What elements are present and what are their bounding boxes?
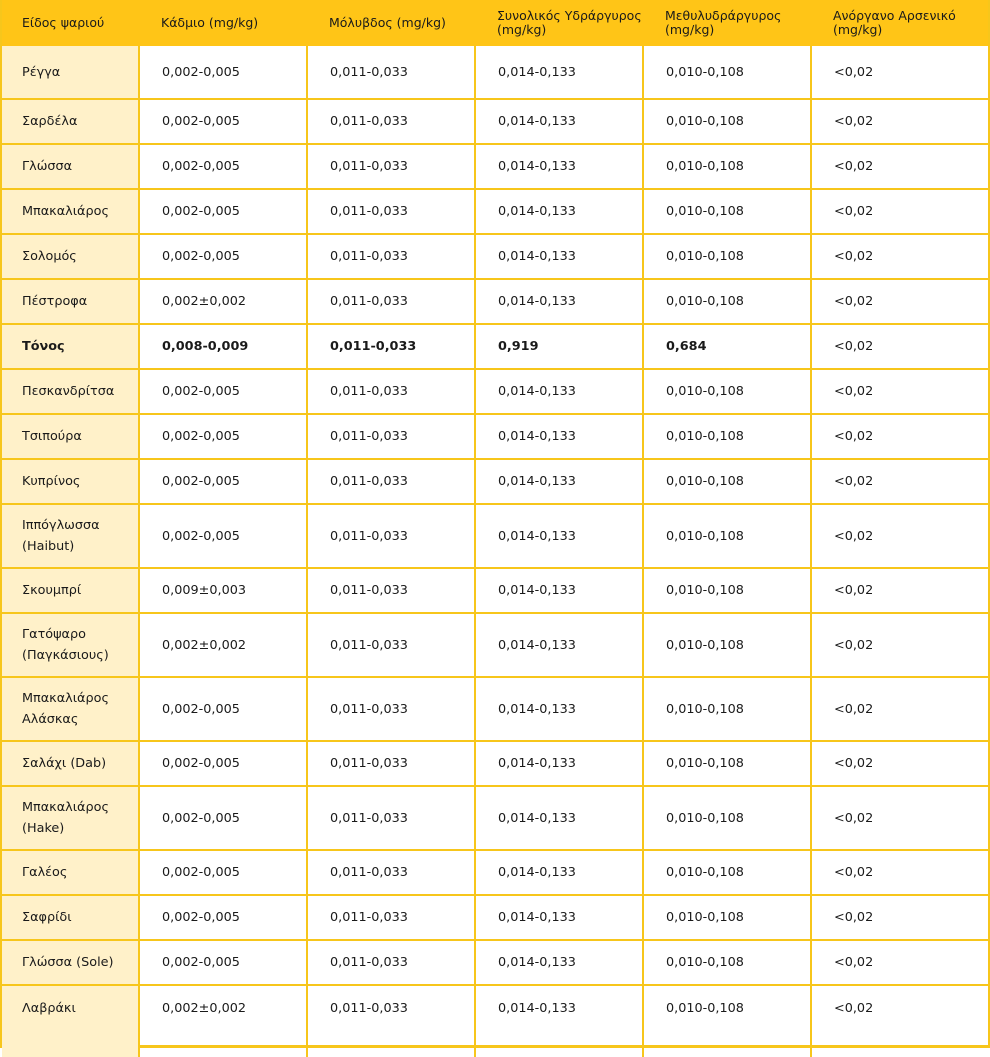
cell-total-mercury: 0,014-0,133 — [475, 189, 643, 234]
cell-fish-species: Σκουμπρί — [2, 568, 139, 613]
cell-fish-species: Πέστροφα — [2, 279, 139, 324]
table-row — [2, 504, 988, 568]
cell-cadmium: 0,002-0,005 — [139, 677, 307, 741]
cell-methylmercury: 0,010-0,108 — [643, 985, 811, 1057]
cell-total-mercury: 0,014-0,133 — [475, 144, 643, 189]
cell-lead: 0,011-0,033 — [307, 414, 475, 459]
cell-fish-species: Σαρδέλα — [2, 99, 139, 144]
table-body — [2, 46, 988, 1057]
cell-cadmium: 0,002-0,005 — [139, 741, 307, 786]
cell-inorganic-arsenic: <0,02 — [811, 786, 988, 850]
cell-inorganic-arsenic: <0,02 — [811, 459, 988, 504]
cell-inorganic-arsenic: <0,02 — [811, 234, 988, 279]
cell-cadmium: 0,002±0,002 — [139, 985, 307, 1057]
cell-fish-species: Γαλέος — [2, 850, 139, 895]
cell-lead: 0,011-0,033 — [307, 786, 475, 850]
cell-fish-species: Σαλάχι (Dab) — [2, 741, 139, 786]
cell-total-mercury: 0,014-0,133 — [475, 677, 643, 741]
cell-methylmercury: 0,010-0,108 — [643, 895, 811, 940]
header-fish-species: Είδος ψαριού — [2, 0, 139, 46]
cell-total-mercury: 0,014-0,133 — [475, 99, 643, 144]
cell-total-mercury: 0,014-0,133 — [475, 234, 643, 279]
table-row — [2, 324, 988, 369]
cell-lead: 0,011-0,033 — [307, 46, 475, 99]
header-cadmium: Κάδμιο (mg/kg) — [139, 0, 307, 46]
cell-cadmium: 0,002-0,005 — [139, 504, 307, 568]
table-row — [2, 369, 988, 414]
cell-methylmercury: 0,010-0,108 — [643, 613, 811, 677]
table-row — [2, 613, 988, 677]
cell-inorganic-arsenic: <0,02 — [811, 369, 988, 414]
table-row — [2, 895, 988, 940]
cell-inorganic-arsenic: <0,02 — [811, 677, 988, 741]
table-header — [2, 0, 988, 46]
cell-total-mercury: 0,014-0,133 — [475, 940, 643, 985]
cell-total-mercury: 0,014-0,133 — [475, 279, 643, 324]
cell-total-mercury: 0,014-0,133 — [475, 46, 643, 99]
cell-cadmium: 0,002-0,005 — [139, 414, 307, 459]
cell-total-mercury: 0,014-0,133 — [475, 613, 643, 677]
cell-methylmercury: 0,684 — [643, 324, 811, 369]
cell-methylmercury: 0,010-0,108 — [643, 414, 811, 459]
cell-methylmercury: 0,010-0,108 — [643, 369, 811, 414]
cell-lead: 0,011-0,033 — [307, 99, 475, 144]
cell-total-mercury: 0,919 — [475, 324, 643, 369]
cell-lead: 0,011-0,033 — [307, 504, 475, 568]
cell-cadmium: 0,002-0,005 — [139, 940, 307, 985]
cell-inorganic-arsenic: <0,02 — [811, 741, 988, 786]
cell-total-mercury: 0,014-0,133 — [475, 850, 643, 895]
cell-methylmercury: 0,010-0,108 — [643, 568, 811, 613]
cell-inorganic-arsenic: <0,02 — [811, 414, 988, 459]
cell-fish-species: Γλώσσα — [2, 144, 139, 189]
cell-cadmium: 0,009±0,003 — [139, 568, 307, 613]
cell-inorganic-arsenic: <0,02 — [811, 940, 988, 985]
cell-fish-species: Τόνος — [2, 324, 139, 369]
cell-total-mercury: 0,014-0,133 — [475, 369, 643, 414]
table-row — [2, 144, 988, 189]
cell-methylmercury: 0,010-0,108 — [643, 459, 811, 504]
cell-fish-species: Πεσκανδρίτσα — [2, 369, 139, 414]
cell-methylmercury: 0,010-0,108 — [643, 741, 811, 786]
header-row — [2, 0, 988, 46]
cell-total-mercury: 0,014-0,133 — [475, 504, 643, 568]
cell-methylmercury: 0,010-0,108 — [643, 504, 811, 568]
header-methylmercury: Μεθυλυδράργυρος (mg/kg) — [643, 0, 811, 46]
cell-fish-species: Σαφρίδι — [2, 895, 139, 940]
cell-inorganic-arsenic: <0,02 — [811, 46, 988, 99]
cell-lead: 0,011-0,033 — [307, 568, 475, 613]
cell-lead: 0,011-0,033 — [307, 613, 475, 677]
cell-fish-species: Κυπρίνος — [2, 459, 139, 504]
cell-cadmium: 0,002-0,005 — [139, 786, 307, 850]
header-total-mercury: Συνολικός Υδράργυρος (mg/kg) — [475, 0, 643, 46]
cell-methylmercury: 0,010-0,108 — [643, 99, 811, 144]
cell-total-mercury: 0,014-0,133 — [475, 741, 643, 786]
cell-cadmium: 0,002-0,005 — [139, 189, 307, 234]
cell-fish-species: Τσιπούρα — [2, 414, 139, 459]
cell-inorganic-arsenic: <0,02 — [811, 324, 988, 369]
table-row — [2, 459, 988, 504]
cell-methylmercury: 0,010-0,108 — [643, 850, 811, 895]
cell-lead: 0,011-0,033 — [307, 850, 475, 895]
cell-inorganic-arsenic: <0,02 — [811, 279, 988, 324]
cell-fish-species: Ιππόγλωσσα (Haibut) — [2, 504, 139, 568]
table-row — [2, 234, 988, 279]
cell-cadmium: 0,002-0,005 — [139, 234, 307, 279]
cell-cadmium: 0,002-0,005 — [139, 459, 307, 504]
cell-inorganic-arsenic: <0,02 — [811, 99, 988, 144]
table-row — [2, 99, 988, 144]
cell-fish-species: Μπακαλιάρος Αλάσκας — [2, 677, 139, 741]
cell-total-mercury: 0,014-0,133 — [475, 786, 643, 850]
cell-lead: 0,011-0,033 — [307, 677, 475, 741]
cell-fish-species: Γατόψαρο (Παγκάσιους) — [2, 613, 139, 677]
cell-lead: 0,011-0,033 — [307, 279, 475, 324]
table-row — [2, 677, 988, 741]
cell-cadmium: 0,002-0,005 — [139, 850, 307, 895]
table-row — [2, 189, 988, 234]
cell-methylmercury: 0,010-0,108 — [643, 940, 811, 985]
cell-fish-species: Μπακαλιάρος — [2, 189, 139, 234]
cell-fish-species: Γλώσσα (Sole) — [2, 940, 139, 985]
cell-fish-species: Λαβράκι — [2, 985, 139, 1057]
cell-inorganic-arsenic: <0,02 — [811, 189, 988, 234]
cell-lead: 0,011-0,033 — [307, 459, 475, 504]
cell-fish-species: Μπακαλιάρος (Hake) — [2, 786, 139, 850]
table-row — [2, 786, 988, 850]
cell-methylmercury: 0,010-0,108 — [643, 144, 811, 189]
cell-lead: 0,011-0,033 — [307, 940, 475, 985]
cell-cadmium: 0,002-0,005 — [139, 144, 307, 189]
table-row — [2, 46, 988, 99]
header-inorganic-arsenic: Ανόργανο Αρσενικό (mg/kg) — [811, 0, 988, 46]
cell-methylmercury: 0,010-0,108 — [643, 677, 811, 741]
cell-lead: 0,011-0,033 — [307, 895, 475, 940]
cell-lead: 0,011-0,033 — [307, 324, 475, 369]
cell-fish-species: Ρέγγα — [2, 46, 139, 99]
cell-lead: 0,011-0,033 — [307, 189, 475, 234]
cell-inorganic-arsenic: <0,02 — [811, 613, 988, 677]
table-row — [2, 414, 988, 459]
cell-inorganic-arsenic: <0,02 — [811, 504, 988, 568]
cell-lead: 0,011-0,033 — [307, 741, 475, 786]
table-row — [2, 940, 988, 985]
table-row — [2, 850, 988, 895]
cell-cadmium: 0,002±0,002 — [139, 279, 307, 324]
cell-methylmercury: 0,010-0,108 — [643, 189, 811, 234]
cell-inorganic-arsenic: <0,02 — [811, 144, 988, 189]
cell-total-mercury: 0,014-0,133 — [475, 568, 643, 613]
cell-methylmercury: 0,010-0,108 — [643, 46, 811, 99]
cell-cadmium: 0,002±0,002 — [139, 613, 307, 677]
cell-inorganic-arsenic: <0,02 — [811, 568, 988, 613]
cell-inorganic-arsenic: <0,02 — [811, 850, 988, 895]
cell-inorganic-arsenic: <0,02 — [834, 1001, 874, 1016]
cell-fish-species: Σολομός — [2, 234, 139, 279]
cell-total-mercury: 0,014-0,133 — [475, 414, 643, 459]
cell-total-mercury: 0,014-0,133 — [475, 459, 643, 504]
cell-cadmium: 0,002-0,005 — [139, 369, 307, 414]
cell-cadmium: 0,002-0,005 — [139, 99, 307, 144]
cell-total-mercury: 0,014-0,133 — [475, 895, 643, 940]
cell-total-mercury: 0,014-0,133 — [475, 985, 643, 1057]
cell-methylmercury: 0,010-0,108 — [643, 234, 811, 279]
cell-lead: 0,011-0,033 — [307, 234, 475, 279]
table-row — [2, 741, 988, 786]
cell-methylmercury: 0,010-0,108 — [643, 279, 811, 324]
cell-cadmium: 0,008-0,009 — [139, 324, 307, 369]
table-row — [2, 985, 988, 1057]
cell-cadmium: 0,002-0,005 — [139, 895, 307, 940]
heavy-metals-table — [2, 0, 988, 1057]
cell-methylmercury: 0,010-0,108 — [643, 786, 811, 850]
cell-lead: 0,011-0,033 — [307, 985, 475, 1057]
table-row — [2, 279, 988, 324]
cell-cadmium: 0,002-0,005 — [139, 46, 307, 99]
cell-lead: 0,011-0,033 — [307, 144, 475, 189]
table-row — [2, 568, 988, 613]
cell-lead: 0,011-0,033 — [307, 369, 475, 414]
header-lead: Μόλυβδος (mg/kg) — [307, 0, 475, 46]
cell-inorganic-arsenic: <0,02 — [811, 895, 988, 940]
